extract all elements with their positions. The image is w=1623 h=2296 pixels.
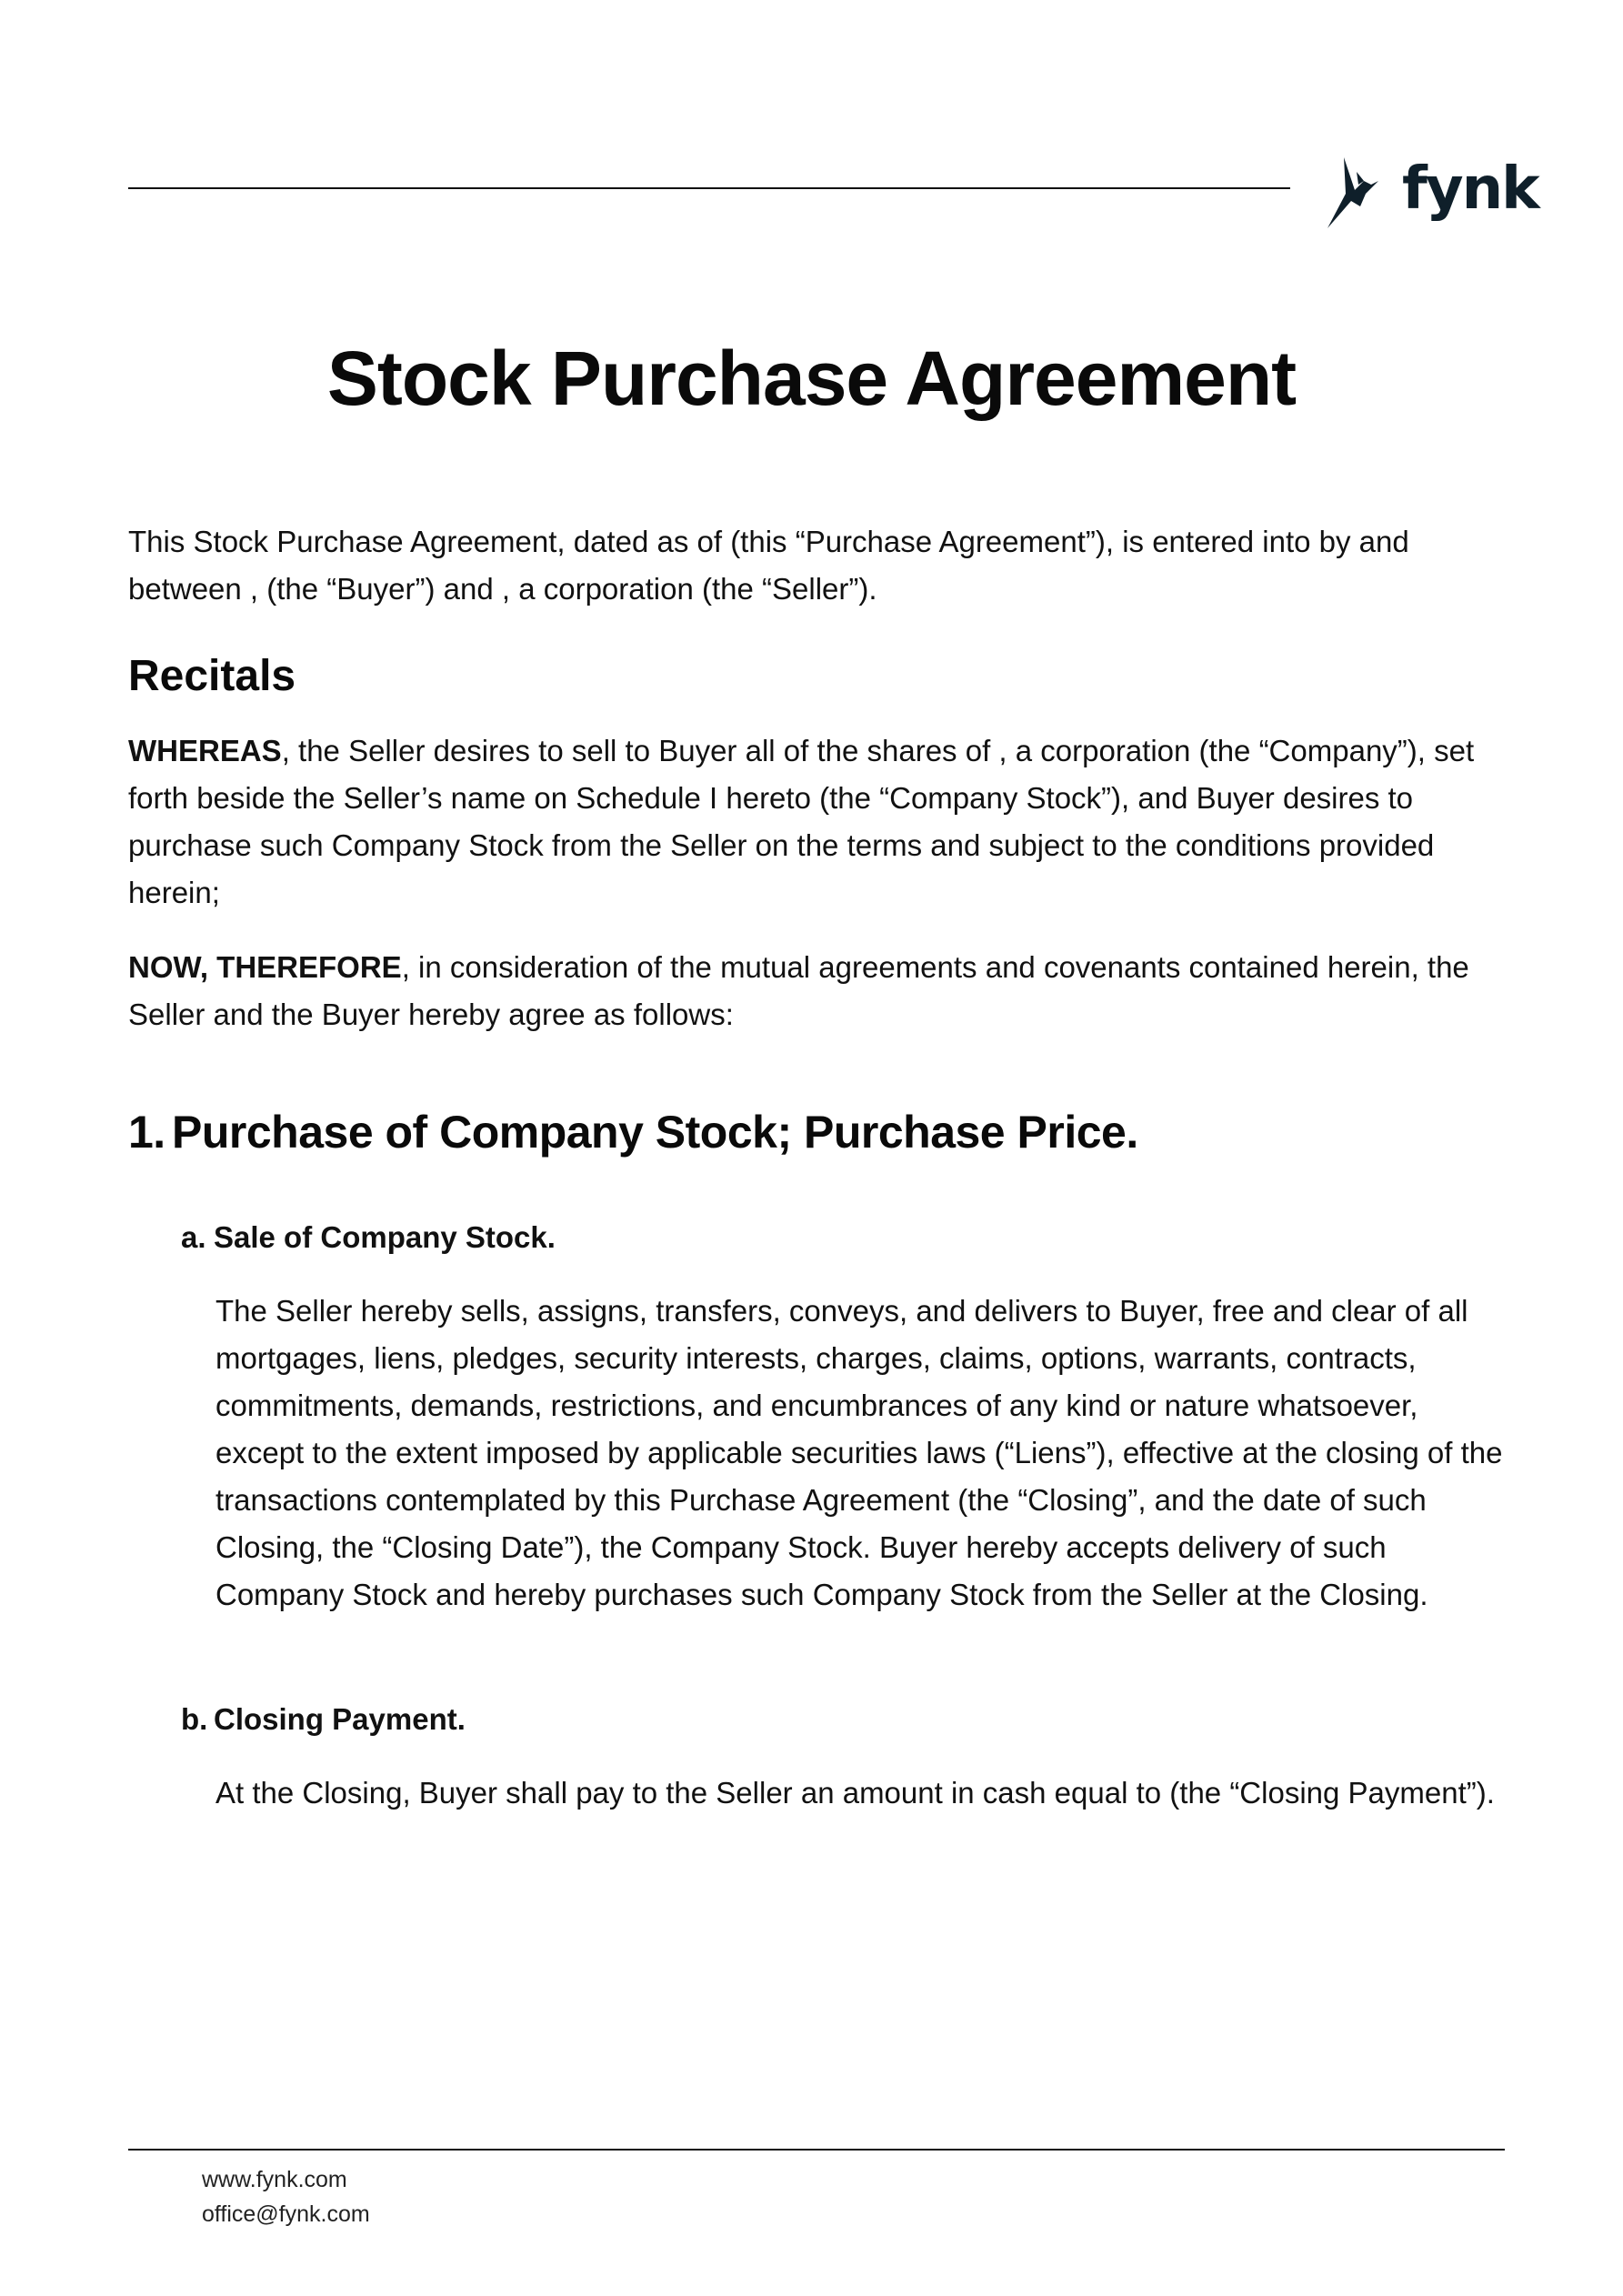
section-1-heading bbox=[128, 1102, 1510, 1162]
subsection-b-heading bbox=[183, 1699, 1510, 1740]
subsection-b-body: At the Closing, Buyer shall pay to the Seller an amount in cash equal to (the “Closing Payment”). bbox=[215, 1776, 1495, 1810]
recital-whereas-text: , the Seller desires to sell to Buyer all of the shares of , a corporation (the “Company”), set forth beside the Seller’s name on Schedule I hereto (the “Company Stock”), and Buyer desires to purchase such Company Stock from the Seller on the terms and subject to the conditions provided herein; bbox=[128, 734, 1475, 909]
recital-whereas-lead: WHEREAS bbox=[128, 734, 282, 767]
header-divider bbox=[128, 187, 1290, 189]
recital-now-therefore-text: , in consideration of the mutual agreements and covenants contained herein, the Seller and the Buyer hereby agree as follows: bbox=[128, 950, 1469, 1031]
footer bbox=[202, 2162, 370, 2231]
subsection-a-heading bbox=[183, 1217, 1510, 1258]
section-1-number: 1. bbox=[128, 1107, 165, 1158]
recital-now-therefore-lead: NOW, THEREFORE bbox=[128, 950, 402, 984]
subsection-a-title: Sale of Company Stock. bbox=[214, 1220, 556, 1254]
subsection-b-letter: b. bbox=[181, 1702, 208, 1736]
footer-email-link[interactable]: office@fynk.com bbox=[202, 2201, 370, 2227]
subsection-a-letter: a. bbox=[181, 1220, 206, 1254]
footer-website-link[interactable]: www.fynk.com bbox=[202, 2167, 347, 2192]
brand-name: fynk bbox=[1402, 155, 1538, 223]
document-title: Stock Purchase Agreement bbox=[326, 336, 1297, 421]
subsection-a-body: The Seller hereby sells, assigns, transfers, conveys, and delivers to Buyer, free and clear of all mortgages, liens, pledges, security interests, charges, claims, options, warrants, contracts, commitments, demands, restrictions, and encumbrances of any kind or nature whatsoever, except to the extent imposed by applicable securities laws (“Liens”), effective at the closing of the transactions contemplated by this Purchase Agreement (the “Closing”, and the date of such Closing, the “Closing Date”), the Company Stock. Buyer hereby accepts delivery of such Company Stock and hereby purchases such Company Stock from the Seller at the Closing. bbox=[215, 1294, 1503, 1611]
recitals-heading: Recitals bbox=[128, 652, 296, 700]
subsection-b bbox=[183, 1699, 1510, 1817]
intro-paragraph: This Stock Purchase Agreement, dated as of (this “Purchase Agreement”), is entered into by and between , (the “Buyer”) and , a corporation (the “Seller”). bbox=[128, 525, 1409, 606]
section-1-title: Purchase of Company Stock; Purchase Price. bbox=[172, 1107, 1138, 1158]
subsection-b-title: Closing Payment. bbox=[214, 1702, 466, 1736]
bird-icon bbox=[1324, 154, 1393, 230]
document-body bbox=[128, 518, 1510, 1817]
footer-divider bbox=[128, 2149, 1505, 2151]
brand-logo bbox=[1324, 151, 1538, 233]
recital-now-therefore bbox=[128, 944, 1510, 1038]
recital-whereas bbox=[128, 727, 1510, 917]
subsection-a bbox=[183, 1217, 1510, 1619]
